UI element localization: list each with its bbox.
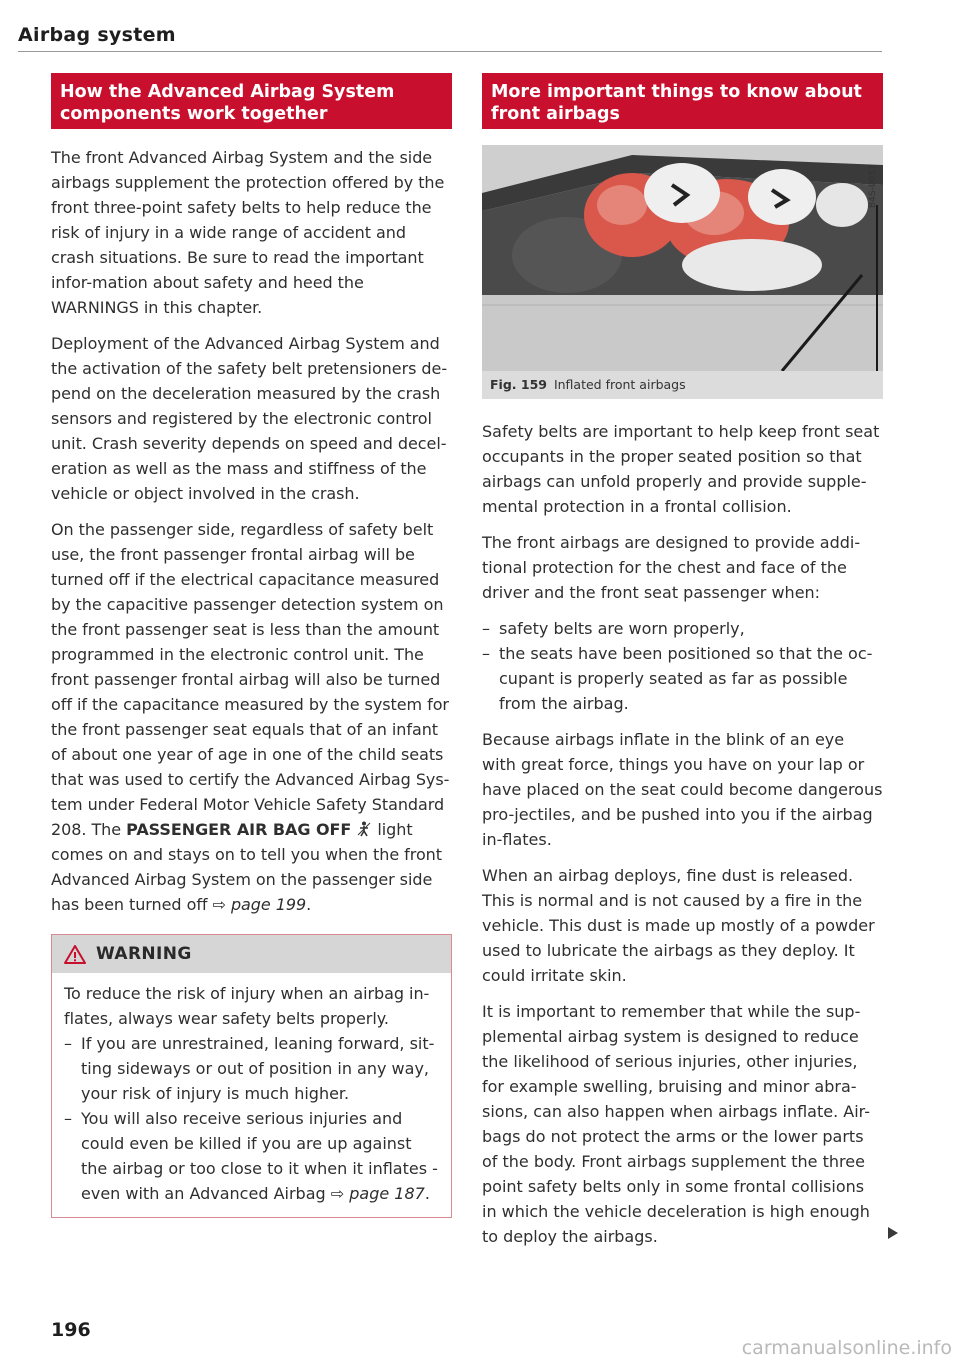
right-section-banner: More important things to know about front airbags: [482, 73, 883, 129]
p3-mid-text: light comes on and stays on to tell you when the front Advanced Airbag System on the passenger side has been turned off: [51, 820, 442, 914]
inflated-airbags-illustration: [482, 145, 883, 371]
section-title: Airbag system: [18, 24, 176, 46]
right-paragraph-3: Because airbags inflate in the blink of an eye with great force, things you have on your lap or have placed on the seat could become dangerous pro-jectiles, and be pushed into you if the airbag in-flates.: [482, 730, 883, 849]
warning-list: [64, 1031, 441, 1206]
condition-item-1: – safety belts are worn properly,: [482, 616, 883, 641]
warning-item-1: – If you are unrestrained, leaning forward, sit-ting sideways or out of position in any way, your risk of injury is much higher.: [64, 1031, 441, 1106]
page-reference-link[interactable]: page 199: [230, 895, 307, 914]
left-paragraph-3: [51, 517, 452, 917]
p3-start-text: On the passenger side, regardless of safety belt use, the front passenger frontal airbag will be turned off if the electrical capacitance measured by the capacitive passenger detection system on the front passenger seat is less than the amount programmed in the electronic control unit. The front passenger frontal airbag will also be turned off if the capacitance measured by the system for the front passenger seat equals that of an infant of about one year of age in one of the child seats that was used to certify the Advanced Airbag Sys-tem under Federal Motor Vehicle Safety Standard 208. The: [51, 520, 450, 839]
header-divider: [18, 51, 882, 52]
continue-arrow-icon: [888, 1227, 898, 1239]
warning-body: [52, 973, 451, 1217]
p3-end-text: .: [306, 895, 312, 914]
figure-caption-text: Inflated front airbags: [553, 377, 686, 392]
watermark: carmanualsonline.info: [741, 1337, 952, 1359]
right-paragraph-5: It is important to remember that while the sup-plemental airbag system is designed to reduce the likelihood of serious injuries, other injuries, for example swelling, bruising and minor abra-sions, can also happen when airbags inflate. Air-bags do not protect the arms or the lower parts of the body. Front airbags supplement the three point safety belts only in some frontal collisions in which the vehicle deceleration is high enough to deploy the airbags.: [482, 1002, 870, 1246]
right-paragraph-1: Safety belts are important to help keep front seat occupants in the proper seated position so that airbags can unfold properly and provide supple-mental protection in a frontal collision.: [482, 422, 880, 516]
xref-arrow-icon: ⇨: [330, 1184, 345, 1203]
left-column: [51, 73, 452, 1218]
warning-item-2: [64, 1106, 441, 1206]
left-paragraph-1: The front Advanced Airbag System and the side airbags supplement the protection offered by the front three-point safety belts to help reduce the risk of injury in a wide range of accident and crash situations. Be sure to read the important infor-mation about safety and heed the WARNINGS in this chapter.: [51, 148, 445, 317]
right-paragraph-2: The front airbags are designed to provide addi-tional protection for the chest and face of the driver and the front seat passenger when:: [482, 533, 861, 602]
warning-header: [52, 935, 451, 973]
right-column: [482, 73, 883, 1249]
figure-caption: [482, 371, 883, 399]
passenger-airbag-off-icon: [356, 821, 372, 837]
conditions-list: [482, 616, 883, 716]
left-paragraph-2: Deployment of the Advanced Airbag System and the activation of the safety belt pretensioners de-pend on the deceleration measured by the crash sensors and registered by the electronic control unit. Crash severity depends on speed and decel-eration as well as the mass and stiffness of the vehicle or object involved in the crash.: [51, 334, 448, 503]
xref-arrow-icon: ⇨: [212, 895, 226, 914]
figure-label: Fig. 159: [490, 377, 547, 392]
figure-159: [482, 145, 883, 399]
warning-item-2-text: You will also receive serious injuries and could even be killed if you are up against the airbag or too close to it when it inflates - even with an Advanced Airbag: [81, 1109, 438, 1203]
left-section-banner: How the Advanced Airbag System components work together: [51, 73, 452, 129]
warning-intro: To reduce the risk of injury when an airbag in-flates, always wear safety belts properly.: [64, 984, 430, 1028]
condition-item-2: – the seats have been positioned so that the oc-cupant is properly seated as far as possible from the airbag.: [482, 641, 883, 716]
warning-box: [51, 934, 452, 1218]
passenger-airbag-off-label: PASSENGER AIR BAG OFF: [126, 820, 352, 839]
page-reference-link[interactable]: page 187: [349, 1184, 425, 1203]
warning-title: WARNING: [96, 944, 192, 964]
warning-triangle-icon: [64, 945, 86, 964]
figure-code: B4S-0057: [868, 164, 878, 208]
right-paragraph-4: When an airbag deploys, fine dust is released. This is normal and is not caused by a fire in the vehicle. This dust is made up mostly of a powder used to lubricate the airbags as they deploy. It could irritate skin.: [482, 866, 875, 985]
page-number: 196: [51, 1319, 91, 1341]
warning-item-2-end: .: [424, 1184, 430, 1203]
